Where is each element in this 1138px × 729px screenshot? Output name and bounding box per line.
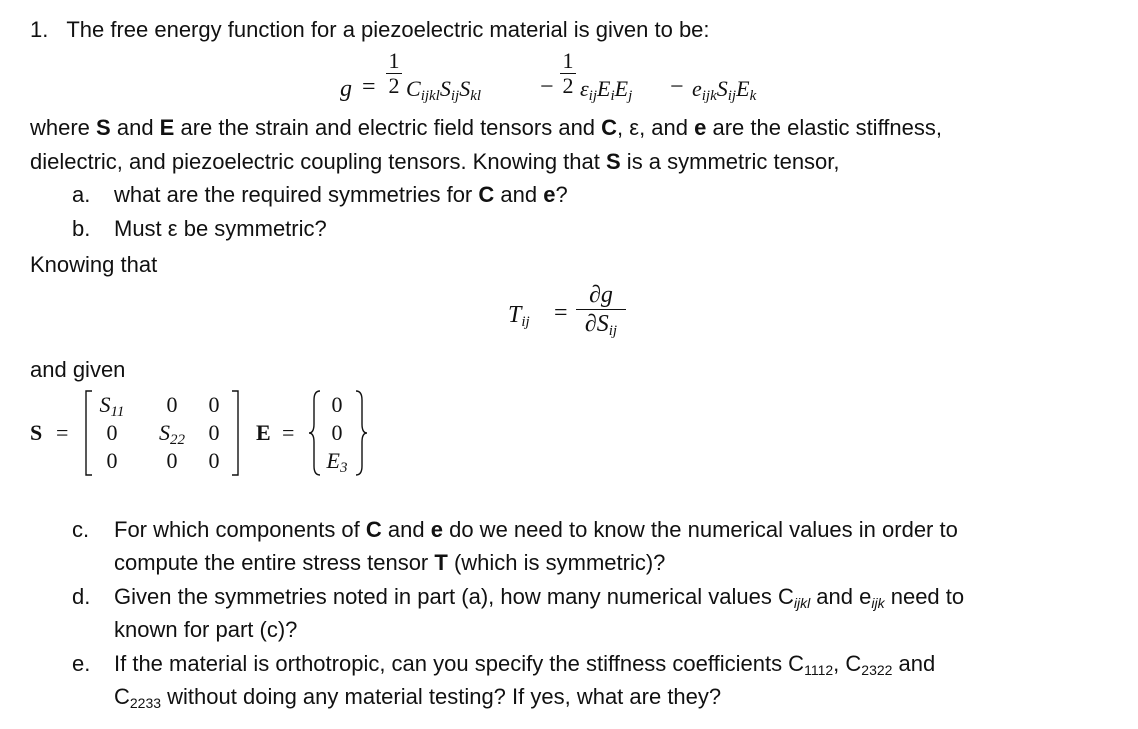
symbol-S-2: S <box>606 149 621 174</box>
E-vector <box>256 388 386 478</box>
stress-equation <box>508 282 648 352</box>
stress-bar <box>576 309 626 310</box>
S-matrix-equals: = <box>56 420 69 445</box>
S-cell-22: $S_{22}$ <box>159 420 185 448</box>
where-line-1: where S and E are the strain and electric field tensors and C, ε, and e are the elastic stiffness, <box>30 115 942 140</box>
part-b: b. Must ε be symmetric? <box>72 216 327 241</box>
eq-half-1-num: 1 <box>388 48 400 73</box>
part-b-label: b. <box>72 216 91 241</box>
symbol-e: e <box>694 115 707 140</box>
eq-minus-1: − <box>540 74 554 100</box>
eq-minus-2: − <box>670 74 684 100</box>
eq-term2: $\varepsilon_{ij}E_iE_j$ <box>580 76 633 104</box>
problem-intro-line <box>30 16 710 44</box>
symbol-S: S <box>96 115 111 140</box>
part-e-line-2: $C_{2233}$ without doing any material testing? If yes, what are they? <box>114 684 722 711</box>
S-matrix-right-bracket <box>230 390 240 476</box>
part-d-label: d. <box>72 584 91 609</box>
S-matrix <box>30 388 250 478</box>
S-cell-31: 0 <box>106 448 118 473</box>
eq-term3: $e_{ijk}S_{ij}E_k$ <box>692 76 757 104</box>
stress-den: $\partial S_{ij}$ <box>584 311 618 339</box>
problem-number: 1. <box>30 17 49 42</box>
symbol-C: C <box>601 115 618 140</box>
S-cell-12: 0 <box>166 392 178 417</box>
S-cell-21: 0 <box>106 420 118 445</box>
E-cell-2: 0 <box>331 420 343 445</box>
knowing-that: Knowing that <box>30 252 158 277</box>
E-vector-label: E <box>256 420 271 445</box>
symbol-E: E <box>159 115 175 140</box>
free-energy-equation <box>340 46 810 116</box>
E-vector-right-brace <box>354 390 368 476</box>
S-cell-33: 0 <box>208 448 220 473</box>
eq-half-2-den: 2 <box>562 73 574 98</box>
part-e-line-1: e. If the material is orthotropic, can you specify the stiffness coefficients $C_{1112}$, $C_{2322}$ and <box>72 651 936 678</box>
eq-lhs-g: g <box>340 76 352 102</box>
eq-term1: $C_{ijkl}S_{ij}S_{kl}$ <box>406 76 482 104</box>
eq-equals: = <box>362 74 376 100</box>
E-cell-3: $E_3$ <box>326 448 348 476</box>
stress-equals: = <box>554 300 568 326</box>
S-matrix-label: S <box>30 420 43 445</box>
stress-num: ∂g <box>589 282 613 308</box>
part-d-line-2: known for part (c)? <box>114 617 298 642</box>
S-cell-13: 0 <box>208 392 220 417</box>
S-cell-32: 0 <box>166 448 178 473</box>
E-cell-1: 0 <box>331 392 343 417</box>
eq-half-1 <box>386 50 402 97</box>
part-e-label: e. <box>72 651 91 676</box>
part-a: a. what are the required symmetries for C and e? <box>72 182 568 207</box>
S-cell-23: 0 <box>208 420 220 445</box>
part-c-line-1: c. For which components of C and e do we need to know the numerical values in order to <box>72 517 958 542</box>
part-a-label: a. <box>72 182 91 207</box>
part-c-line-2: compute the entire stress tensor T (which is symmetric)? <box>114 550 666 575</box>
stress-fraction <box>576 282 626 337</box>
part-c-label: c. <box>72 517 90 542</box>
stress-T: $T_{ij}$ <box>508 302 530 330</box>
and-given: and given <box>30 357 126 382</box>
S-cell-11: $S_{11}$ <box>99 392 125 420</box>
eq-half-2-num: 1 <box>562 48 574 73</box>
part-d-line-1: d. Given the symmetries noted in part (a), how many numerical values $C_{ijkl}$ and $e_{ijk}$ need to <box>72 584 965 611</box>
where-line-2: dielectric, and piezoelectric coupling tensors. Knowing that S is a symmetric tensor, <box>30 149 840 174</box>
eq-half-1-den: 2 <box>388 73 400 98</box>
E-vector-equals: = <box>282 420 295 445</box>
problem-intro: The free energy function for a piezoelectric material is given to be: <box>66 17 710 42</box>
eq-half-2 <box>560 50 576 97</box>
